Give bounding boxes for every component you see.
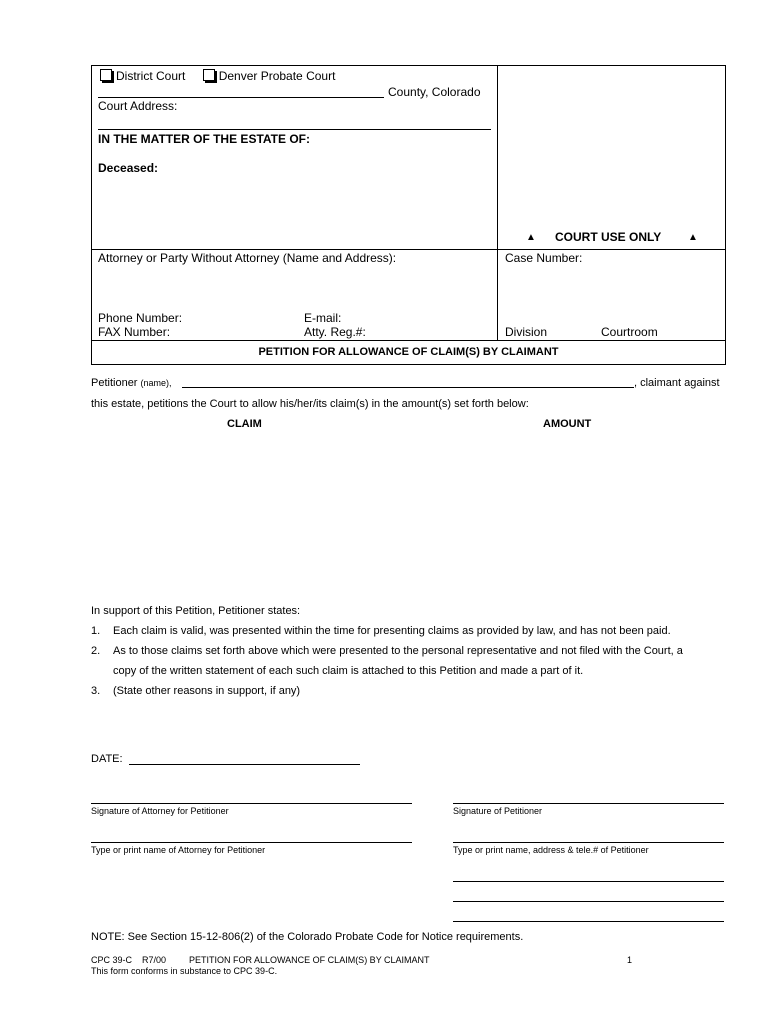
support-intro: In support of this Petition, Petitioner states: [91,605,301,617]
division-label: Division [505,325,548,339]
item-1-text: Each claim is valid, was presented within the time for presenting claims as provided by law, and has not been paid. [113,625,671,637]
denver-probate-label: Denver Probate Court [218,69,336,83]
item-2-text-cont: copy of the written statement of each such claim is attached to this Petition and made a part of it. [113,665,584,677]
caption-divider [497,65,498,340]
date-label: DATE: [91,753,123,765]
name-attorney-line[interactable] [91,842,412,843]
sig-petitioner-line[interactable] [453,803,724,804]
court-use-only-label: COURT USE ONLY [555,230,662,244]
form-title: PETITION FOR ALLOWANCE OF CLAIM(S) BY CLAIMANT [258,346,559,358]
court-address-line [98,129,491,130]
district-court-label: District Court [116,69,186,83]
deceased-label: Deceased: [98,161,159,175]
conformance-note: This form conforms in substance to CPC 39-C. [91,966,278,976]
courtroom-label: Courtroom [601,325,658,339]
name-petitioner-line[interactable] [453,842,724,843]
claim-header: CLAIM [227,418,262,430]
petitioner-address-line-2[interactable] [453,901,724,902]
court-use-arrow-left-icon: ▲ [526,232,536,243]
petitioner-label [91,377,172,390]
amount-header: AMOUNT [543,418,592,430]
item-2-num: 2. [91,645,101,657]
denver-probate-checkbox[interactable] [203,69,215,81]
sig-attorney-line[interactable] [91,803,412,804]
date-line[interactable] [129,764,360,765]
petitioner-address-line-3[interactable] [453,921,724,922]
county-label: County, Colorado [388,85,481,99]
county-line [98,97,384,98]
petitioner-address-line-1[interactable] [453,881,724,882]
item-1-num: 1. [91,625,101,637]
court-use-arrow-right-icon: ▲ [688,232,698,243]
case-number-label: Case Number: [505,251,583,265]
attorney-label: Attorney or Party Without Attorney (Name and Address): [98,251,397,265]
atty-reg-label: Atty. Reg.#: [304,325,366,339]
petition-sentence: this estate, petitions the Court to allow his/her/its claim(s) in the amount(s) set forth below: [91,398,529,410]
name-hint: (name), [140,378,172,388]
court-options [100,69,335,83]
fax-label: FAX Number: [98,325,171,339]
claimant-against-label: , claimant against [634,377,720,389]
caption-row-rule-2 [91,340,726,341]
sig-attorney-label: Signature of Attorney for Petitioner [91,806,229,816]
item-3-text: (State other reasons in support, if any) [113,685,301,697]
caption-row-rule-1 [91,249,726,250]
notice-note: NOTE: See Section 15-12-806(2) of the Colorado Probate Code for Notice requirements. [91,931,524,943]
sig-petitioner-label: Signature of Petitioner [453,806,543,816]
phone-label: Phone Number: [98,311,183,325]
email-label: E-mail: [304,311,342,325]
name-petitioner-label: Type or print name, address & tele.# of Petitioner [453,845,649,855]
petitioner-word: Petitioner [91,377,138,389]
item-2-text: As to those claims set forth above which were presented to the personal representative and not filed with the Court, a [113,645,683,657]
item-3-num: 3. [91,685,101,697]
form-id: CPC 39-C R7/00 [91,955,167,965]
name-attorney-label: Type or print name of Attorney for Petitioner [91,845,266,855]
district-court-checkbox[interactable] [100,69,112,81]
footer-form-name: PETITION FOR ALLOWANCE OF CLAIM(S) BY CLAIMANT [189,955,430,965]
court-address-label: Court Address: [98,99,178,113]
petitioner-name-line[interactable] [182,387,634,388]
estate-heading: IN THE MATTER OF THE ESTATE OF: [98,132,310,146]
caption-box [91,65,726,365]
page-number: 1 [627,955,633,965]
